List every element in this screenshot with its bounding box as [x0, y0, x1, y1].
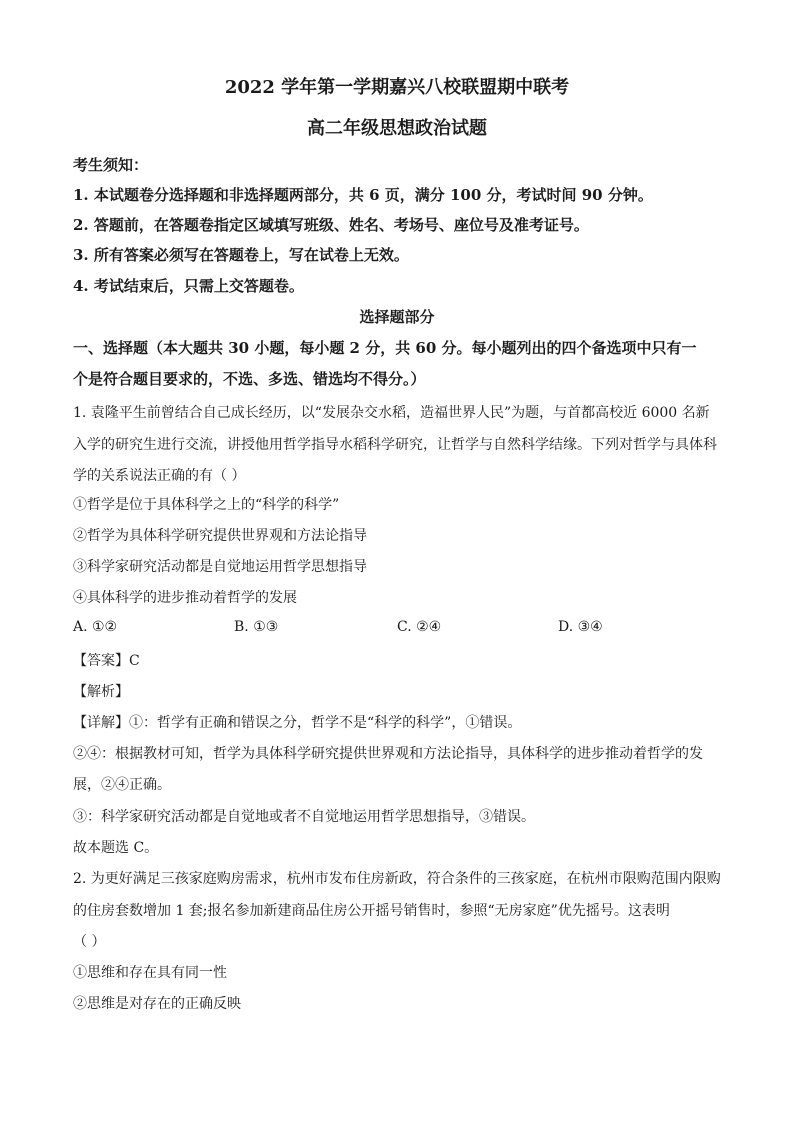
q1-answer: 【答案】C	[73, 653, 140, 669]
q1-option-a: A. ①②	[73, 619, 118, 635]
q1-statement: ④具体科学的进步推动着哲学的发展	[73, 590, 297, 606]
notice-item: 2. 答题前，在答题卷指定区域填写班级、姓名、考场号、座位号及准考证号。	[73, 216, 589, 234]
q1-option-d: D. ③④	[558, 619, 603, 635]
q1-explanation: 【详解】①：哲学有正确和错误之分，哲学不是“科学的科学”，①错误。	[73, 715, 522, 731]
q1-stem: 学的关系说法正确的有（ ）	[73, 468, 246, 484]
q1-statement: ②哲学为具体科学研究提供世界观和方法论指导	[73, 528, 367, 544]
q1-option-b: B. ①③	[234, 619, 279, 635]
q1-statement: ①哲学是位于具体科学之上的“科学的科学”	[73, 497, 340, 513]
exam-title: 2022 学年第一学期嘉兴八校联盟期中联考	[224, 77, 570, 98]
q1-statement: ③科学家研究活动都是自觉地运用哲学思想指导	[73, 559, 367, 575]
q2-stem: （ ）	[73, 934, 106, 950]
section-title: 选择题部分	[359, 308, 435, 326]
q2-statement: ②思维是对存在的正确反映	[73, 996, 241, 1012]
q2-statement: ①思维和存在具有同一性	[73, 965, 227, 981]
q2-stem: 的住房套数增加 1 套;报名参加新建商品住房公开摇号销售时，参照“无房家庭”优先摇号。这表明	[73, 903, 670, 919]
section-instruction: 一、选择题（本大题共 30 小题，每小题 2 分，共 60 分。每小题列出的四个备选项中只有一	[73, 339, 697, 357]
section-instruction: 个是符合题目要求的，不选、多选、错选均不得分。）	[73, 370, 426, 388]
q1-explanation: ③：科学家研究活动都是自觉地或者不自觉地运用哲学思想指导，③错误。	[73, 809, 535, 825]
exam-subtitle: 高二年级思想政治试题	[307, 118, 487, 139]
q1-stem: 1. 袁隆平生前曾结合自己成长经历，以“发展杂交水稻，造福世界人民”为题，与首都高校近 6000 名新	[73, 405, 710, 421]
notice-item: 1. 本试题卷分选择题和非选择题两部分，共 6 页，满分 100 分，考试时间 90 分钟。	[73, 186, 653, 204]
q1-explanation: 故本题选 C。	[73, 840, 159, 856]
q1-option-c: C. ②④	[397, 619, 442, 635]
notice-item: 4. 考试结束后，只需上交答题卷。	[73, 277, 304, 295]
q1-stem: 入学的研究生进行交流，讲授他用哲学指导水稻科学研究，让哲学与自然科学结缘。下列对哲学与具体科	[73, 437, 717, 453]
notice-heading: 考生须知：	[73, 156, 149, 174]
q2-stem: 2. 为更好满足三孩家庭购房需求，杭州市发布住房新政，符合条件的三孩家庭，在杭州市限购范围内限购	[73, 871, 721, 887]
q1-explanation: 展，②④正确。	[73, 777, 171, 793]
q1-analysis-label: 【解析】	[73, 684, 129, 700]
notice-item: 3. 所有答案必须写在答题卷上，写在试卷上无效。	[73, 246, 409, 264]
q1-explanation: ②④：根据教材可知，哲学为具体科学研究提供世界观和方法论指导，具体科学的进步推动着哲学的发	[73, 746, 703, 762]
